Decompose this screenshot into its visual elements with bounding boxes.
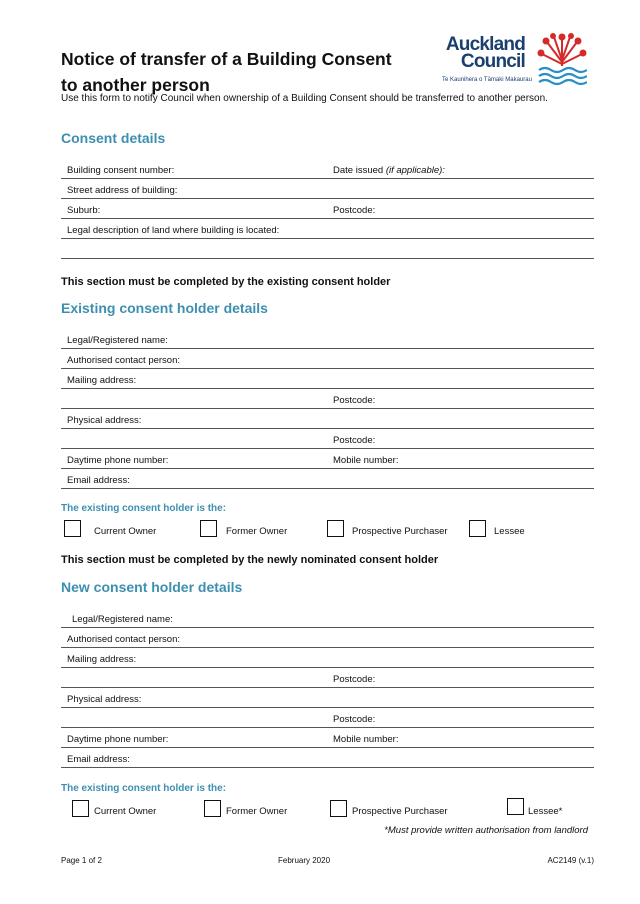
field-existing-contact-person[interactable] <box>61 348 594 369</box>
label-suburb: Suburb: <box>67 205 101 216</box>
label-physical-address: Physical address: <box>67 415 142 426</box>
new-former-owner-checkbox[interactable] <box>204 800 221 817</box>
footer-page-number: Page 1 of 2 <box>61 856 102 865</box>
section-heading-new: New consent holder details <box>61 579 243 595</box>
field-existing-email[interactable] <box>61 468 594 489</box>
existing-former-owner-label: Former Owner <box>226 526 288 537</box>
existing-lessee-checkbox[interactable] <box>469 520 486 537</box>
label-mailing-address: Mailing address: <box>67 654 137 665</box>
new-prospective-purchaser-label: Prospective Purchaser <box>352 806 448 817</box>
field-existing-physical-postcode[interactable] <box>61 428 594 449</box>
label-legal-name: Legal/Registered name: <box>67 335 168 346</box>
title-line-2: to another person <box>61 75 210 95</box>
new-former-owner-label: Former Owner <box>226 806 288 817</box>
field-street-address[interactable] <box>61 178 594 199</box>
label-physical-address: Physical address: <box>67 694 142 705</box>
label-postcode: Postcode: <box>333 435 376 446</box>
field-new-email[interactable] <box>61 747 594 768</box>
field-new-legal-name[interactable] <box>61 607 594 628</box>
logo-word-auckland: Auckland <box>445 34 525 55</box>
label-postcode: Postcode: <box>333 714 376 725</box>
new-lessee-label: Lessee* <box>528 806 563 817</box>
title-line-1: Notice of transfer of a Building Consent <box>61 49 392 69</box>
label-mobile: Mobile number: <box>333 734 399 745</box>
field-new-phone[interactable] <box>61 727 594 748</box>
label-email: Email address: <box>67 475 130 486</box>
label-contact-person: Authorised contact person: <box>67 634 181 645</box>
label-daytime-phone: Daytime phone number: <box>67 734 169 745</box>
section-heading-consent: Consent details <box>61 130 166 146</box>
new-current-owner-label: Current Owner <box>94 806 157 817</box>
logo-tagline: Te Kaunihera o Tāmaki Makaurau <box>442 77 532 83</box>
label-date-issued: Date issued (if applicable): <box>333 165 445 176</box>
existing-current-owner-checkbox[interactable] <box>64 520 81 537</box>
new-current-owner-checkbox[interactable] <box>72 800 89 817</box>
new-holder-notice: This section must be completed by the newly nominated consent holder <box>61 554 439 566</box>
auckland-council-logo <box>442 32 585 88</box>
field-existing-legal-name[interactable] <box>61 328 594 349</box>
new-prospective-purchaser-checkbox[interactable] <box>330 800 347 817</box>
field-existing-mailing-postcode[interactable] <box>61 388 594 409</box>
label-street-address: Street address of building: <box>67 185 178 196</box>
footer-date: February 2020 <box>278 856 331 865</box>
field-new-mailing-postcode[interactable] <box>61 667 594 688</box>
new-lessee-checkbox[interactable] <box>507 798 524 815</box>
pohutukawa-tree-icon <box>537 32 587 86</box>
label-legal-description: Legal description of land where building is located: <box>67 225 280 236</box>
field-new-physical-address[interactable] <box>61 687 594 708</box>
field-existing-mailing-address[interactable] <box>61 368 594 389</box>
landlord-authorisation-note: *Must provide written authorisation from landlord <box>384 825 588 836</box>
field-new-physical-postcode[interactable] <box>61 707 594 728</box>
label-postcode: Postcode: <box>333 395 376 406</box>
field-legal-description-extra[interactable] <box>61 238 594 259</box>
existing-holder-type-label: The existing consent holder is the: <box>61 503 227 514</box>
section-heading-existing: Existing consent holder details <box>61 300 268 316</box>
label-mobile: Mobile number: <box>333 455 399 466</box>
existing-holder-notice: This section must be completed by the existing consent holder <box>61 276 391 288</box>
existing-former-owner-checkbox[interactable] <box>200 520 217 537</box>
label-contact-person: Authorised contact person: <box>67 355 181 366</box>
new-holder-type-label: The existing consent holder is the: <box>61 783 227 794</box>
label-email: Email address: <box>67 754 130 765</box>
field-legal-description[interactable] <box>61 218 594 239</box>
field-new-mailing-address[interactable] <box>61 647 594 668</box>
label-building-consent-number: Building consent number: <box>67 165 175 176</box>
label-daytime-phone: Daytime phone number: <box>67 455 169 466</box>
intro-text: Use this form to notify Council when ownership of a Building Consent should be transferred to another person. <box>61 93 548 104</box>
page-title <box>61 46 392 98</box>
existing-prospective-purchaser-label: Prospective Purchaser <box>352 526 448 537</box>
existing-prospective-purchaser-checkbox[interactable] <box>327 520 344 537</box>
existing-lessee-label: Lessee <box>494 526 525 537</box>
field-existing-physical-address[interactable] <box>61 408 594 429</box>
label-postcode: Postcode: <box>333 205 376 216</box>
field-existing-phone[interactable] <box>61 448 594 469</box>
existing-current-owner-label: Current Owner <box>94 526 157 537</box>
label-legal-name: Legal/Registered name: <box>72 614 173 625</box>
field-building-consent-number[interactable] <box>61 158 594 179</box>
footer-form-code: AC2149 (v.1) <box>547 856 594 865</box>
label-mailing-address: Mailing address: <box>67 375 137 386</box>
field-new-contact-person[interactable] <box>61 627 594 648</box>
label-postcode: Postcode: <box>333 674 376 685</box>
logo-word-council: Council <box>460 51 525 72</box>
field-suburb[interactable] <box>61 198 594 219</box>
